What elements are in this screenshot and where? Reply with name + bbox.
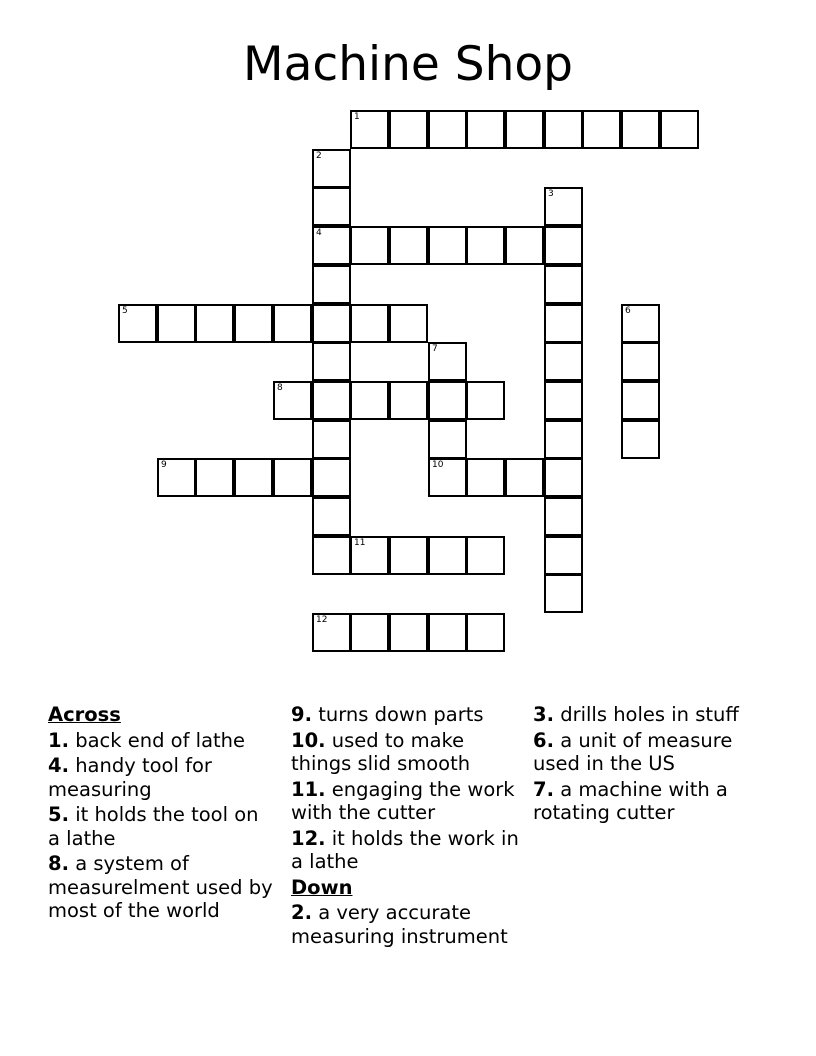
grid-cell[interactable] (389, 110, 428, 149)
grid-cell[interactable] (428, 381, 467, 420)
grid-cell[interactable] (312, 613, 351, 652)
grid-cell[interactable] (544, 187, 583, 226)
clue-down-2: 2. a very accurate measuring instrument (291, 901, 508, 948)
clue-down-6: 6. a unit of measure used in the US (533, 728, 733, 775)
grid-cell[interactable] (544, 226, 583, 265)
grid-cell[interactable] (350, 536, 389, 575)
grid-cell[interactable] (273, 458, 312, 497)
clue-across-10: 10. used to make things slid smooth (291, 728, 471, 775)
grid-cell[interactable] (389, 226, 428, 265)
grid-cell[interactable] (428, 536, 467, 575)
grid-cell[interactable] (621, 342, 660, 381)
grid-cell[interactable] (234, 304, 273, 343)
grid-cell[interactable] (312, 381, 351, 420)
cell-number: 4 (316, 228, 322, 238)
grid-cell[interactable] (350, 110, 389, 149)
grid-cell[interactable] (544, 265, 583, 304)
clue-across-11: 11. engaging the work with the cutter (291, 777, 515, 824)
grid-cell[interactable] (544, 536, 583, 575)
clue-across-1: 1. back end of lathe (48, 728, 246, 752)
grid-cell[interactable] (273, 381, 312, 420)
clue-across-12: 12. it holds the work in a lathe (291, 826, 519, 873)
grid-cell[interactable] (621, 420, 660, 459)
grid-cell[interactable] (505, 110, 544, 149)
cell-number: 6 (625, 306, 631, 316)
grid-cell[interactable] (118, 304, 157, 343)
grid-cell[interactable] (466, 613, 505, 652)
cell-number: 5 (122, 306, 128, 316)
grid-cell[interactable] (312, 458, 351, 497)
page-title: Machine Shop (243, 37, 573, 92)
grid-cell[interactable] (466, 536, 505, 575)
grid-cell[interactable] (389, 381, 428, 420)
cell-number: 7 (432, 344, 438, 354)
clues-column-1 (48, 703, 273, 925)
grid-cell[interactable] (544, 304, 583, 343)
grid-cell[interactable] (466, 381, 505, 420)
grid-cell[interactable] (157, 458, 196, 497)
cell-number: 10 (432, 460, 444, 470)
grid-cell[interactable] (621, 381, 660, 420)
grid-cell[interactable] (466, 226, 505, 265)
grid-cell[interactable] (389, 536, 428, 575)
cell-number: 8 (277, 383, 283, 393)
grid-cell[interactable] (312, 304, 351, 343)
cell-number: 2 (316, 151, 322, 161)
grid-cell[interactable] (350, 381, 389, 420)
across-heading: Across (48, 703, 121, 726)
grid-cell[interactable] (428, 458, 467, 497)
grid-cell[interactable] (350, 226, 389, 265)
grid-cell[interactable] (621, 110, 660, 149)
grid-cell[interactable] (544, 110, 583, 149)
cell-number: 12 (316, 615, 328, 625)
grid-cell[interactable] (312, 497, 351, 536)
grid-cell[interactable] (621, 304, 660, 343)
grid-cell[interactable] (312, 187, 351, 226)
grid-cell[interactable] (466, 458, 505, 497)
grid-cell[interactable] (389, 304, 428, 343)
clue-across-4: 4. handy tool for measuring (48, 754, 212, 801)
grid-cell[interactable] (544, 342, 583, 381)
cell-number: 3 (548, 189, 554, 199)
grid-cell[interactable] (350, 304, 389, 343)
grid-cell[interactable] (273, 304, 312, 343)
cell-number: 9 (161, 460, 167, 470)
grid-cell[interactable] (544, 381, 583, 420)
grid-cell[interactable] (350, 613, 389, 652)
clues-column-3 (533, 703, 758, 827)
grid-cell[interactable] (312, 265, 351, 304)
grid-cell[interactable] (312, 420, 351, 459)
grid-cell[interactable] (312, 536, 351, 575)
grid-cell[interactable] (428, 342, 467, 381)
cell-number: 11 (354, 538, 366, 548)
grid-cell[interactable] (582, 110, 621, 149)
grid-cell[interactable] (428, 420, 467, 459)
clue-across-8: 8. a system of measurelment used by most of the world (48, 852, 273, 922)
grid-cell[interactable] (660, 110, 699, 149)
grid-cell[interactable] (312, 149, 351, 188)
grid-cell[interactable] (505, 458, 544, 497)
cell-number: 1 (354, 112, 360, 122)
grid-cell[interactable] (234, 458, 273, 497)
grid-cell[interactable] (466, 110, 505, 149)
grid-cell[interactable] (428, 110, 467, 149)
clue-down-3: 3. drills holes in stuff (533, 703, 739, 726)
grid-cell[interactable] (157, 304, 196, 343)
grid-cell[interactable] (544, 574, 583, 613)
down-heading: Down (291, 875, 353, 899)
clue-down-7: 7. a machine with a rotating cutter (533, 777, 728, 824)
grid-cell[interactable] (544, 420, 583, 459)
grid-cell[interactable] (389, 613, 428, 652)
grid-cell[interactable] (428, 226, 467, 265)
grid-cell[interactable] (195, 304, 234, 343)
grid-cell[interactable] (428, 613, 467, 652)
clue-across-9: 9. turns down parts (291, 703, 484, 726)
grid-cell[interactable] (195, 458, 234, 497)
grid-cell[interactable] (544, 497, 583, 536)
grid-cell[interactable] (312, 226, 351, 265)
grid-cell[interactable] (544, 458, 583, 497)
grid-cell[interactable] (505, 226, 544, 265)
clue-across-5: 5. it holds the tool on a lathe (48, 803, 259, 850)
clues-column-2 (291, 703, 526, 950)
grid-cell[interactable] (312, 342, 351, 381)
